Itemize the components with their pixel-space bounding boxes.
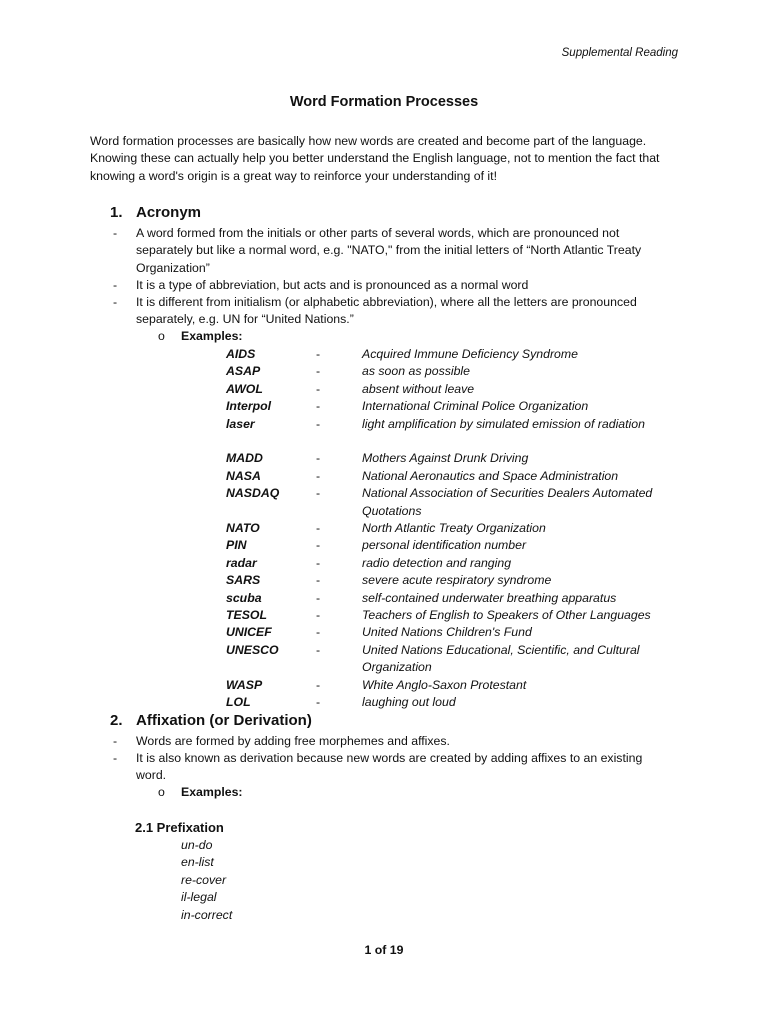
- example-separator: -: [316, 416, 321, 431]
- example-term: Interpol: [226, 399, 272, 414]
- example-definition: self-contained underwater breathing apparatus: [362, 590, 617, 605]
- example-term: WASP: [226, 677, 263, 692]
- section-number: 2.: [110, 712, 123, 729]
- bullet-item: [113, 750, 673, 785]
- bullet-item: [113, 225, 673, 277]
- example-separator: -: [316, 555, 321, 570]
- example-definition: Teachers of English to Speakers of Other Languages: [362, 608, 651, 622]
- examples-label: o Examples:: [158, 329, 243, 343]
- example-definition: absent without leave: [362, 381, 475, 396]
- example-definition: personal identification number: [362, 538, 527, 553]
- section-title: Acronym: [136, 204, 202, 221]
- bullet-item: [113, 733, 673, 750]
- example-definition: light amplification by simulated emission of radiation: [362, 416, 645, 431]
- bullet-text: It is also known as derivation because new words are created by adding affixes to an existing word.: [136, 751, 643, 783]
- example-separator: -: [316, 608, 321, 622]
- example-term: scuba: [226, 590, 262, 605]
- prefix-example: in-correct: [181, 907, 233, 922]
- page-number: 1 of 19: [364, 943, 404, 957]
- bullet-text: A word formed from the initials or other parts of several words, which are pronounced not separately but like a normal word, e.g. "NATO," from the initial letters of “North Atlantic Treaty Organization”: [136, 226, 642, 275]
- example-separator: -: [316, 468, 321, 483]
- example-term: NASDAQ: [226, 486, 280, 501]
- example-term: radar: [226, 555, 257, 570]
- example-definition: Acquired Immune Deficiency Syndrome: [362, 347, 578, 361]
- example-definition: National Aeronautics and Space Administration: [362, 468, 619, 483]
- bullet-marker: -: [113, 226, 118, 240]
- bullet-text: It is different from initialism (or alphabetic abbreviation), where all the letters are pronounced separately, e.g. UN for “United Nations.”: [136, 295, 637, 327]
- bullet-marker: -: [113, 751, 118, 765]
- example-term: UNESCO: [226, 642, 279, 657]
- example-term: PIN: [226, 538, 247, 553]
- example-term: SARS: [226, 573, 261, 588]
- section-heading-affixation: [110, 712, 312, 729]
- prefix-example: re-cover: [181, 872, 227, 887]
- prefix-example: en-list: [181, 855, 214, 870]
- running-header: Supplemental Reading: [561, 47, 678, 59]
- example-definition: White Anglo-Saxon Protestant: [362, 677, 527, 692]
- bullet-marker: -: [113, 295, 118, 309]
- section-number: 1.: [110, 204, 123, 221]
- section-heading-acronym: [110, 204, 201, 221]
- example-term: NASA: [226, 468, 261, 483]
- prefix-example: il-legal: [181, 890, 217, 905]
- intro-paragraph: Word formation processes are basically how new words are created and become part of the language. Knowing these can actually help you better understand the English language, not to mention the fact that knowing a word's origin is a great way to reinforce your understanding of it!: [90, 134, 660, 183]
- example-separator: -: [316, 347, 321, 361]
- bullet-item: [113, 277, 673, 294]
- example-separator: -: [316, 695, 321, 709]
- example-definition: United Nations Children's Fund: [362, 625, 532, 640]
- example-separator: -: [316, 451, 321, 466]
- example-term: LOL: [226, 695, 251, 709]
- page-title: Word Formation Processes: [289, 94, 479, 110]
- example-term: laser: [226, 416, 255, 431]
- sub-bullet-marker: o: [158, 329, 165, 343]
- example-term: AWOL: [226, 381, 263, 396]
- example-separator: -: [316, 573, 321, 588]
- example-separator: -: [316, 364, 321, 379]
- example-separator: -: [316, 590, 321, 605]
- example-definition: as soon as possible: [362, 364, 471, 379]
- example-separator: -: [316, 486, 321, 501]
- example-definition: laughing out loud: [362, 695, 456, 709]
- example-separator: -: [316, 521, 321, 535]
- example-definition: United Nations Educational, Scientific, and Cultural Organization: [362, 642, 640, 675]
- example-separator: -: [316, 381, 321, 396]
- example-separator: -: [316, 538, 321, 553]
- bullet-text: Words are formed by adding free morphemes and affixes.: [136, 734, 450, 748]
- section-title: Affixation (or Derivation): [136, 712, 312, 729]
- example-definition: North Atlantic Treaty Organization: [362, 521, 546, 535]
- bullet-item: [113, 294, 673, 329]
- example-separator: -: [316, 399, 321, 414]
- sub-bullet-marker: o: [158, 785, 165, 799]
- example-definition: National Association of Securities Dealers Automated Quotations: [362, 486, 653, 518]
- example-separator: -: [316, 642, 321, 657]
- example-term: UNICEF: [226, 625, 272, 640]
- example-separator: -: [316, 625, 321, 640]
- example-term: MADD: [226, 451, 263, 466]
- example-term: AIDS: [226, 347, 256, 361]
- example-definition: International Criminal Police Organization: [362, 399, 589, 414]
- example-term: ASAP: [226, 364, 261, 379]
- examples-label: o Examples:: [158, 785, 243, 799]
- bullet-text: It is a type of abbreviation, but acts and is pronounced as a normal word: [136, 278, 529, 292]
- example-term: TESOL: [226, 608, 267, 622]
- bullet-marker: -: [113, 278, 118, 292]
- example-separator: -: [316, 677, 321, 692]
- prefix-example: un-do: [181, 838, 213, 852]
- example-definition: severe acute respiratory syndrome: [362, 573, 552, 588]
- subsection-heading: 2.1 Prefixation: [135, 820, 224, 835]
- example-definition: radio detection and ranging: [362, 555, 512, 570]
- example-definition: Mothers Against Drunk Driving: [362, 451, 529, 466]
- example-term: NATO: [226, 521, 260, 535]
- bullet-marker: -: [113, 734, 118, 748]
